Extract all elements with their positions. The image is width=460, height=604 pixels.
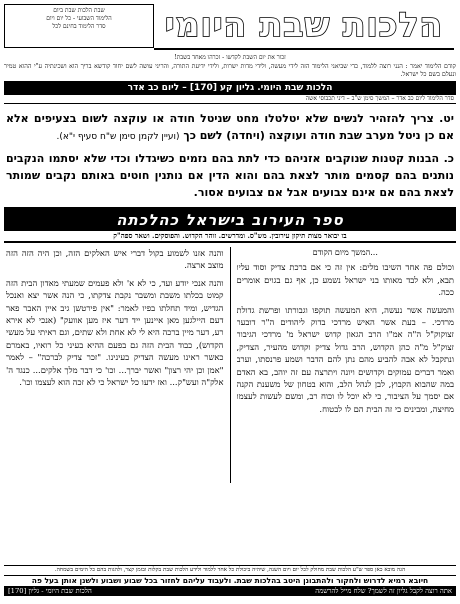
continuation-label: ...המשך מיום הקודם [312,248,378,257]
footer [4,565,456,596]
halacha-paragraph-19 [6,110,454,146]
banner-subtitle: בו יבואר מצות תיקון עירובין. מש"ס. ומדרשים. זוהר הקדוש. והפוסקים. ושאר ספה"ק [113,231,347,240]
article-paragraph: וכולם פה אחד השיבו מלים: אין זה כי אם ברכת צדיק וסוד עליו תבא, ולא לבד מאותו בני ישראל נשמע כן, אף גם בגוים אומרים ככה. [236,262,454,298]
eruv-book-banner [4,207,456,243]
edition-title-bar [4,81,456,95]
footer-note: הגה מובא כאן ספר ש"ע הלכות שבת מחולק לכל יום ויום השנה, שיהיה ביכולת כל אחד ללמוד ולידע הלכות שבת בקלות ובזמן קצר, ולהגות בהם כל הימים בשמחה. [54,567,406,573]
article-columns [4,247,456,483]
masthead-tagline: זכור את יום השבת לקדשו - זכרהו מאחד בשבת! [174,54,286,61]
masthead [4,4,456,54]
edition-title: הלכות שבת היומי. גליון קע [170] – ליום כב אדר [127,83,333,93]
masthead-side-box [4,4,154,48]
side-box-line: שבת הלכות שבת ביום [53,7,105,14]
footer-call-to-action: חיובא רמיא לדרוש ולחקור ולהתבונן היטב בהלכות שבת. ולעבוד עליהם לחזור בכל שבוע ושבוע ולשנן אותן בעל פה [4,575,456,586]
column-divider [230,247,231,483]
masthead-logo: הלכות שבת היומי [154,4,454,50]
halacha-text: יט. צריך להזהיר לנשים שלא יטלטלו מחט שניטל חודה או עוקצה לשום בצעיפים אלא אם כן ניטל מערב שבת חודה ועוקצה (ויחדה) לשם כך [6,112,454,142]
edition-study-schedule: סדר הלימוד ליום כב אדר – המשך סימן ש"ב – דיני תכבוסי אשה [305,95,454,102]
article-paragraph: והנה אזנו לשמוע בקול דברי איש האלקים הזה, וכן היה הזה הזה מוצב ארצה. [6,248,224,271]
article-column-right [237,247,455,483]
article-paragraph: והמעשה אשר נעשה, היא המעשה תוקפו וגבורתו ופרשת גדולת מרדכי. – בעת אשר האיש מרדכי בדוק ליהודים ה"ר דובער זצוקוק"ל ה"ה אמ"ו הרב הגאון קדוש ישראל מ' מרדכי הגיבור זצוק"ל מ"ה כהן הקדוש, הרב גדול צדיק וקדוש מהעיר, הצדיק, ונתקבל לא אבה להביע מהם נתן להם הדבר ושמע פרנסתו, וערב ואמר דברים עמוקים וקדושים ויונה ויתרצה עם זה יוהב, בא האדם במה שהבוא הקבוץ, לבן לנהל הלב, והוא בטחון של משענת הקנה אם יסמך על הציבור, כי לא יוכל לו וכוח רב, ומשם לעשות לעצמו מחיצה, ומבינים כי זה הבית הם לו לבטוח. [236,304,454,414]
side-box-line: הלימוד השבועי - כל יום ויום [46,15,112,22]
article-column-left [6,247,224,483]
halacha-section [4,110,456,201]
footer-bar [4,586,456,596]
side-box-line: סדר הלימוד בחינם לכל [52,23,106,30]
newsletter-page [4,4,456,596]
intro-prayer: קודם הלימוד יאמר : הנני רוצה ללמוד, כדי שביאני הלימוד הזה לידי מעשה, ולידי מדות ישרות, ולידי ידיעת התורה, והריני עושה לשם יחוד קודשא בריך הוא ושכינתיה ע"י ההוא טמיר ונעלם בשם כל ישראל. [4,63,456,78]
halacha-reference: (ועיין לקמן סימן ש"ח סעיף י"א). [56,132,180,142]
banner-title: ספר העירוב בישראל כהלכתה [4,209,456,231]
footer-subscribe-text: אתה רוצה לקבל גליון זה לשמך? שלח מייל להרשמה [315,587,452,595]
article-paragraph: והנה אנכי יודע ועד, כי לא א' ולא פעמים שמעתי מאדון הבית הזה קמוט בכלתו משבת ומשבר נקבת צדקתו, כי הנה אשר יצא ואנכל הגדיש, ומיד תחלתו בפיו לאמר: "אין פירטשן גיב איין האבר פאר דעם היילגען מאן איינען ייד דער איז מען אוועק" (אנכי לא אירא רע, דער מיין ברכה היא לי לא אחת ולא שתים, וגם ראיתי על מעשי הקדוש), כבוד הבית הזה גם בפעם ההיא בעיני כל רואיו, באמרם כאשר ראינו מעשה הצדיק בעינינו. "זכר צדיק לברכה" – לאמר "אמן וכן יהי רצון" ואשר יברך... וכו' כי דבר מלך אלקים... כנגד ה' אלק"ה ועש"ק... ואז ידעו כל ישראל כי לא זכה הוא לעצמו וכו'. [6,277,224,388]
footer-issue-label: הלכות שבת היומי - גליון [170] [8,587,92,595]
halacha-paragraph-20: כ. הבנות קטנות שנוקבים אזניהם כדי לתת בהם נזמים כשיגדלו וכדי שלא יסתמו הנקבים נותנים בהם קסמים מותר לצאת בהם והוא הדין אם נותנין חוטים באותם נקבים שמותר לצאת בהם אם אינם צבועים אבל אם צבועים אסור. [6,152,454,199]
edition-subline [4,95,456,104]
